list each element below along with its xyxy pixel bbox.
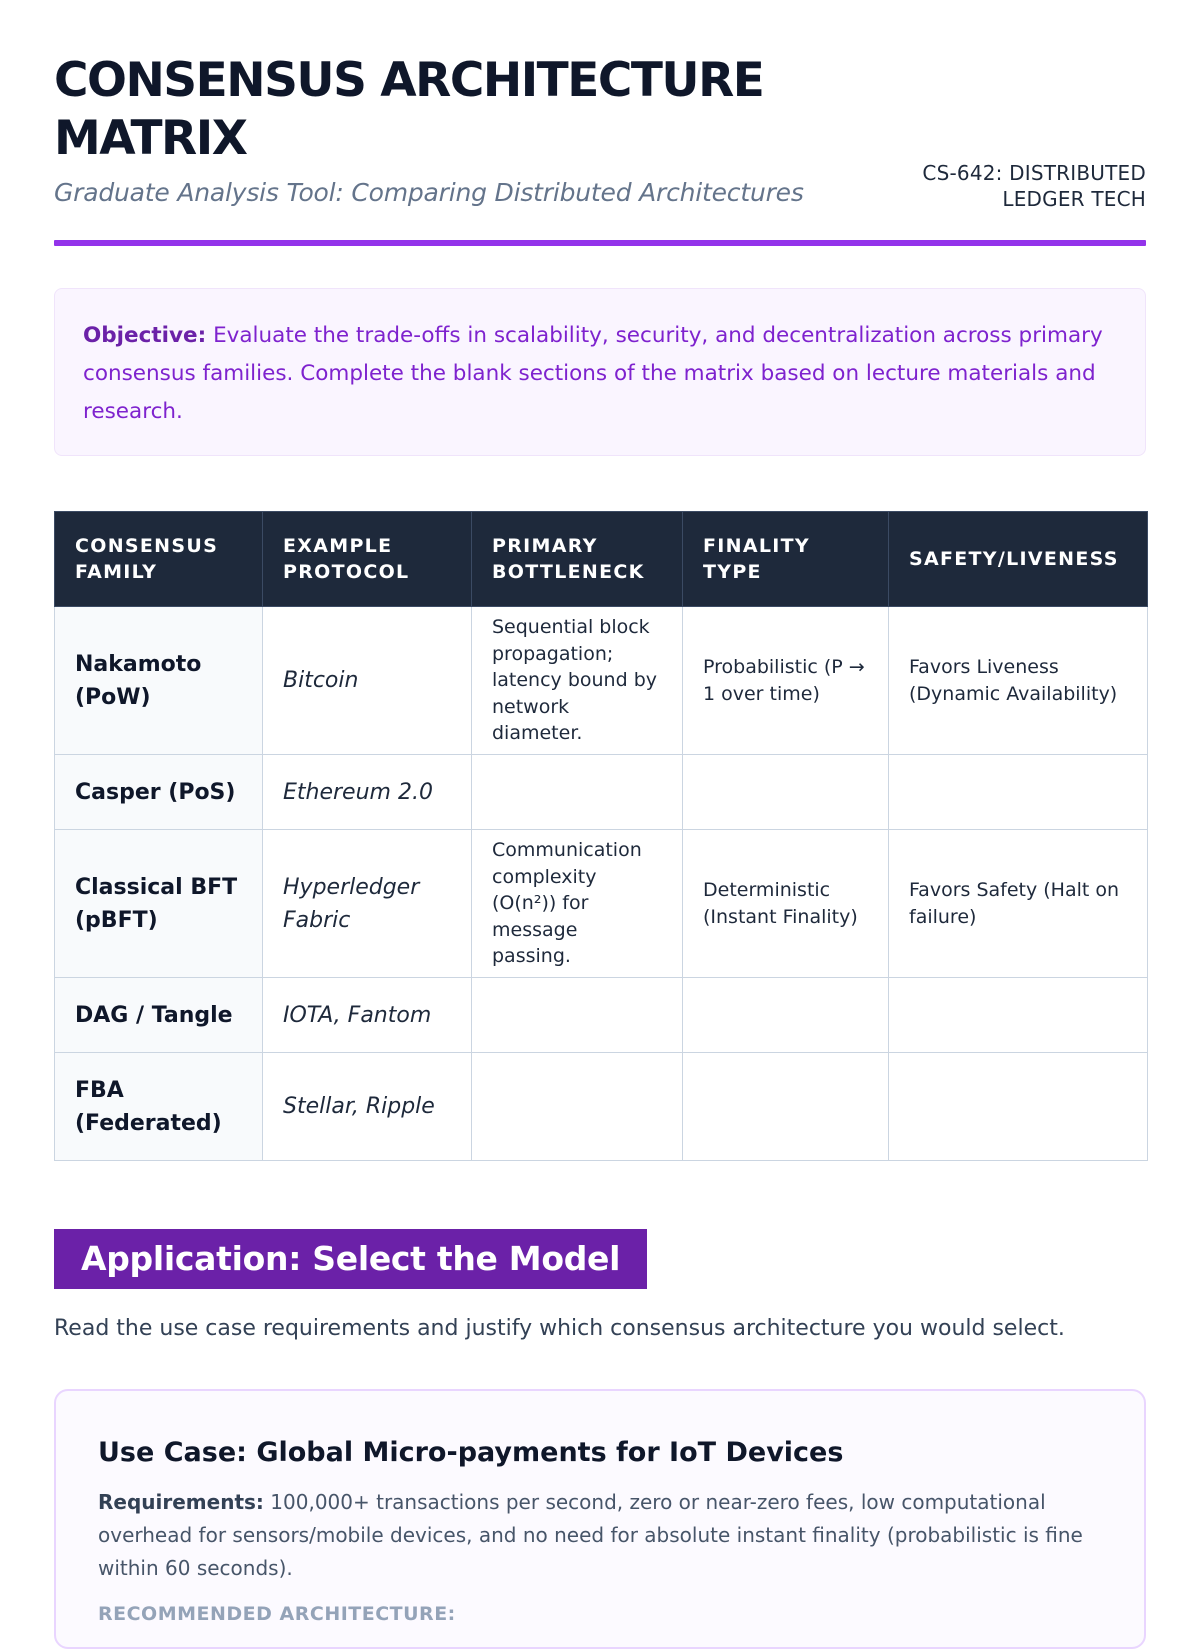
family-cell: FBA (Federated) [55, 1053, 263, 1161]
bottleneck-cell: Sequential block propagation; latency bound by network diameter. [472, 607, 683, 755]
blank-finality-cell[interactable] [683, 978, 889, 1053]
column-header-protocol: EXAMPLE PROTOCOL [263, 512, 472, 607]
blank-finality-cell[interactable] [683, 1053, 889, 1161]
column-header-family: CONSENSUS FAMILY [55, 512, 263, 607]
use-case-title: Use Case: Global Micro-payments for IoT Devices [98, 1437, 844, 1468]
column-header-bottleneck: PRIMARY BOTTLENECK [472, 512, 683, 607]
blank-bottleneck-cell[interactable] [472, 755, 683, 830]
page-header [54, 0, 1146, 248]
table-row [55, 830, 1148, 978]
protocol-cell: Stellar, Ripple [263, 1053, 472, 1161]
safety-cell: Favors Liveness (Dynamic Availability) [889, 607, 1148, 755]
table-header-row [55, 512, 1148, 607]
objective-text: Evaluate the trade-offs in scalability, security, and decentralization across primary consensus families. Complete the blank sections of the matrix based on lecture materials and research. [83, 323, 1103, 424]
finality-cell: Deterministic (Instant Finality) [683, 830, 889, 978]
safety-cell: Favors Safety (Halt on failure) [889, 830, 1148, 978]
requirements-label: Requirements: [98, 1490, 264, 1514]
course-code: CS-642: DISTRIBUTED LEDGER TECH [922, 161, 1146, 211]
blank-bottleneck-cell[interactable] [472, 978, 683, 1053]
bottleneck-cell: Communication complexity (O(n²)) for message passing. [472, 830, 683, 978]
use-case-card [54, 1389, 1146, 1649]
worksheet-page [54, 0, 1146, 1625]
protocol-cell: IOTA, Fantom [263, 978, 472, 1053]
column-header-safety: SAFETY/LIVENESS [889, 512, 1148, 607]
table-row [55, 978, 1148, 1053]
use-case-requirements [98, 1486, 1102, 1585]
blank-safety-cell[interactable] [889, 1053, 1148, 1161]
protocol-cell: Bitcoin [263, 607, 472, 755]
table-row [55, 607, 1148, 755]
page-title: CONSENSUS ARCHITECTURE MATRIX [54, 53, 764, 166]
blank-finality-cell[interactable] [683, 755, 889, 830]
table-row [55, 1053, 1148, 1161]
family-cell: Classical BFT (pBFT) [55, 830, 263, 978]
family-cell: DAG / Tangle [55, 978, 263, 1053]
family-cell: Casper (PoS) [55, 755, 263, 830]
requirements-text: 100,000+ transactions per second, zero or near-zero fees, low computational overhead for sensors/mobile devices, and no need for absolute instant finality (probabilistic is fine within 60 seconds). [98, 1490, 1083, 1580]
section-heading: Application: Select the Model [54, 1229, 647, 1289]
finality-cell: Probabilistic (P → 1 over time) [683, 607, 889, 755]
table-row [55, 755, 1148, 830]
consensus-matrix-table [54, 511, 1148, 1161]
blank-safety-cell[interactable] [889, 755, 1148, 830]
objective-label: Objective: [83, 323, 207, 348]
blank-safety-cell[interactable] [889, 978, 1148, 1053]
blank-bottleneck-cell[interactable] [472, 1053, 683, 1161]
page-subtitle: Graduate Analysis Tool: Comparing Distributed Architectures [54, 178, 804, 207]
column-header-finality: FINALITY TYPE [683, 512, 889, 607]
header-divider [54, 240, 1146, 246]
section-instructions: Read the use case requirements and justify which consensus architecture you would select. [54, 1316, 1065, 1341]
objective-box [54, 288, 1146, 456]
protocol-cell: Hyperledger Fabric [263, 830, 472, 978]
family-cell: Nakamoto (PoW) [55, 607, 263, 755]
protocol-cell: Ethereum 2.0 [263, 755, 472, 830]
recommended-architecture-label: RECOMMENDED ARCHITECTURE: [98, 1603, 456, 1625]
